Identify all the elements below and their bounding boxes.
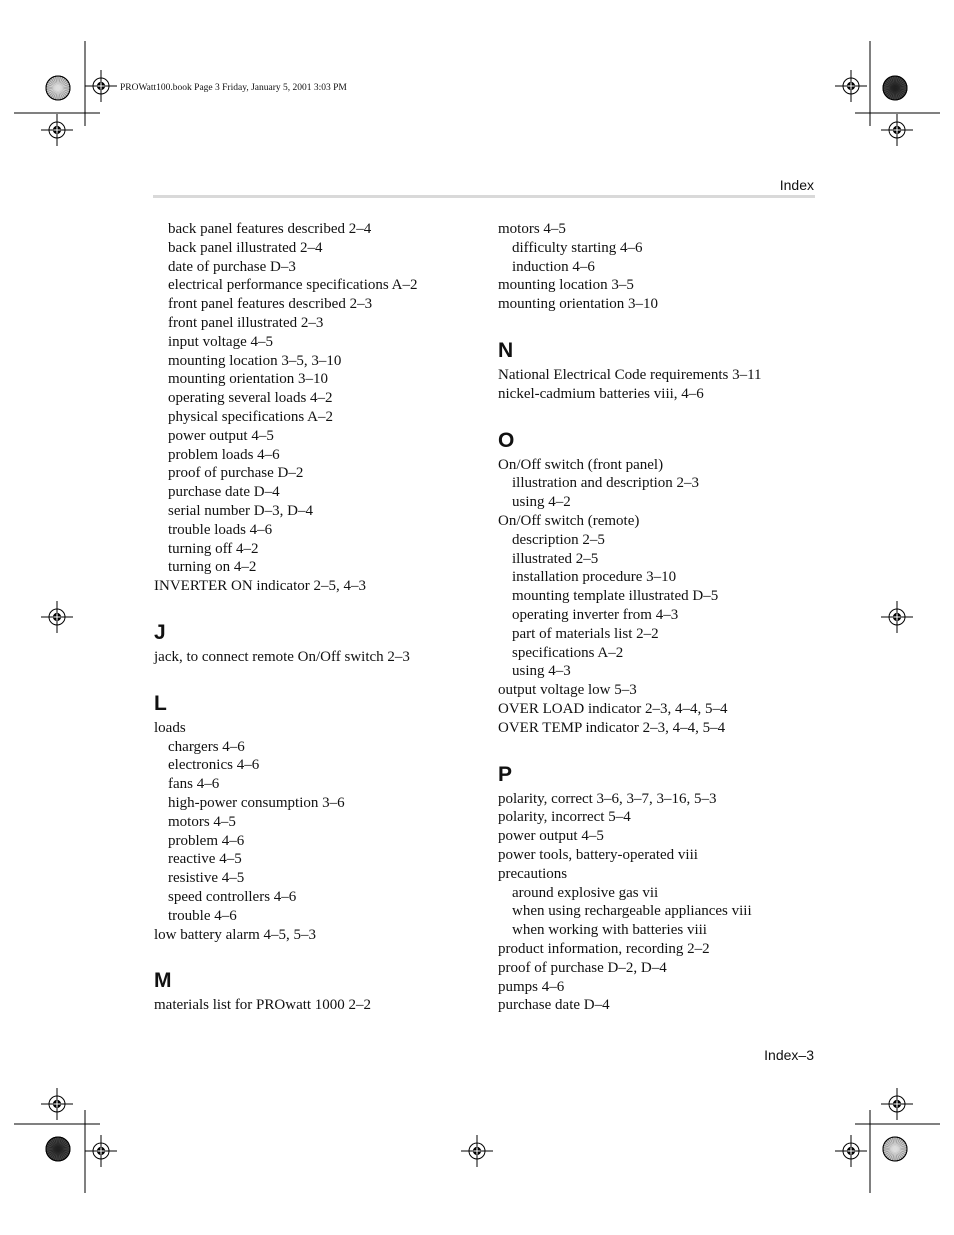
index-subentry: high-power consumption 3–6	[168, 794, 345, 811]
page-number: Index–3	[764, 1047, 814, 1063]
index-entry: power tools, battery-operated viii	[498, 846, 698, 863]
index-subentry: around explosive gas vii	[512, 884, 659, 901]
index-entry: nickel-cadmium batteries viii, 4–6	[498, 385, 704, 402]
index-entry: loads	[154, 719, 186, 736]
index-entry: National Electrical Code requirements 3–11	[498, 366, 762, 383]
index-entry: polarity, incorrect 5–4	[498, 809, 631, 826]
index-subentry: problem 4–6	[168, 832, 245, 849]
index-entry: polarity, correct 3–6, 3–7, 3–16, 5–3	[498, 790, 717, 807]
index-entry: On/Off switch (front panel)	[498, 456, 664, 473]
index-subentry: electronics 4–6	[168, 757, 260, 774]
index-entry: OVER LOAD indicator 2–3, 4–4, 5–4	[498, 700, 728, 717]
index-letter-heading: J	[154, 620, 166, 644]
index-subentry: turning off 4–2	[168, 540, 259, 557]
index-subentry: front panel features described 2–3	[168, 296, 373, 313]
index-subentry: when working with batteries viii	[512, 922, 707, 939]
index-subentry: date of purchase D–3	[168, 258, 296, 275]
index-subentry: purchase date D–4	[168, 484, 280, 501]
index-subentry: using 4–3	[512, 663, 571, 680]
index-subentry: proof of purchase D–2	[168, 465, 304, 482]
index-letter-heading: M	[154, 969, 172, 993]
index-entry: pumps 4–6	[498, 978, 565, 995]
index-entry: jack, to connect remote On/Off switch 2–3	[154, 648, 410, 665]
running-head: Index	[779, 177, 814, 193]
index-subentry: resistive 4–5	[168, 870, 245, 887]
index-subentry: using 4–2	[512, 494, 571, 511]
index-subentry: installation procedure 3–10	[512, 569, 677, 586]
index-column-left	[154, 220, 474, 1015]
index-subentry: speed controllers 4–6	[168, 888, 297, 905]
index-letter-heading: P	[498, 762, 513, 786]
index-subentry: motors 4–5	[168, 813, 236, 830]
index-subentry: specifications A–2	[512, 644, 624, 661]
index-subentry: mounting orientation 3–10	[168, 371, 328, 388]
index-subentry: description 2–5	[512, 531, 605, 548]
index-entry: precautions	[498, 865, 568, 882]
index-subentry: mounting template illustrated D–5	[512, 588, 719, 605]
index-entry: mounting orientation 3–10	[498, 296, 658, 313]
index-entry: OVER TEMP indicator 2–3, 4–4, 5–4	[498, 719, 726, 736]
index-subentry: illustrated 2–5	[512, 550, 599, 567]
index-subentry: trouble loads 4–6	[168, 521, 273, 538]
index-entry: mounting location 3–5	[498, 277, 634, 294]
index-entry: output voltage low 5–3	[498, 682, 637, 699]
index-subentry: physical specifications A–2	[168, 408, 333, 425]
index-subentry: fans 4–6	[168, 776, 220, 793]
index-subentry: induction 4–6	[512, 258, 595, 275]
index-entry: low battery alarm 4–5, 5–3	[154, 926, 317, 943]
index-subentry: illustration and description 2–3	[512, 475, 700, 492]
index-subentry: trouble 4–6	[168, 907, 237, 924]
index-subentry: part of materials list 2–2	[512, 625, 659, 642]
index-subentry: reactive 4–5	[168, 851, 242, 868]
index-subentry: power output 4–5	[168, 427, 274, 444]
index-entry: product information, recording 2–2	[498, 940, 710, 957]
index-subentry: turning on 4–2	[168, 559, 257, 576]
index-entry: proof of purchase D–2, D–4	[498, 959, 667, 976]
book-slug-line: PROWatt100.book Page 3 Friday, January 5, 2001 3:03 PM	[120, 83, 347, 93]
index-subentry: operating several loads 4–2	[168, 390, 333, 407]
header-rule	[153, 195, 815, 198]
index-entry: On/Off switch (remote)	[498, 512, 640, 529]
index-letter-heading: L	[154, 691, 167, 715]
index-column-right	[498, 220, 818, 1015]
index-subentry: when using rechargeable appliances viii	[512, 903, 752, 920]
index-subentry: mounting location 3–5, 3–10	[168, 352, 342, 369]
index-subentry: difficulty starting 4–6	[512, 239, 643, 256]
index-entry: INVERTER ON indicator 2–5, 4–3	[154, 578, 366, 595]
index-subentry: problem loads 4–6	[168, 446, 280, 463]
index-subentry: front panel illustrated 2–3	[168, 314, 324, 331]
index-entry: purchase date D–4	[498, 997, 610, 1014]
index-subentry: electrical performance specifications A–2	[168, 277, 418, 294]
index-subentry: back panel illustrated 2–4	[168, 239, 323, 256]
index-entry: motors 4–5	[498, 221, 566, 237]
index-letter-heading: N	[498, 338, 514, 362]
index-subentry: input voltage 4–5	[168, 333, 273, 350]
index-letter-heading: O	[498, 428, 515, 452]
index-subentry: operating inverter from 4–3	[512, 606, 679, 623]
index-subentry: serial number D–3, D–4	[168, 502, 313, 519]
index-entry: materials list for PROwatt 1000 2–2	[154, 997, 372, 1014]
index-subentry: chargers 4–6	[168, 738, 245, 755]
index-entry: power output 4–5	[498, 828, 604, 845]
index-subentry: back panel features described 2–4	[168, 221, 372, 237]
